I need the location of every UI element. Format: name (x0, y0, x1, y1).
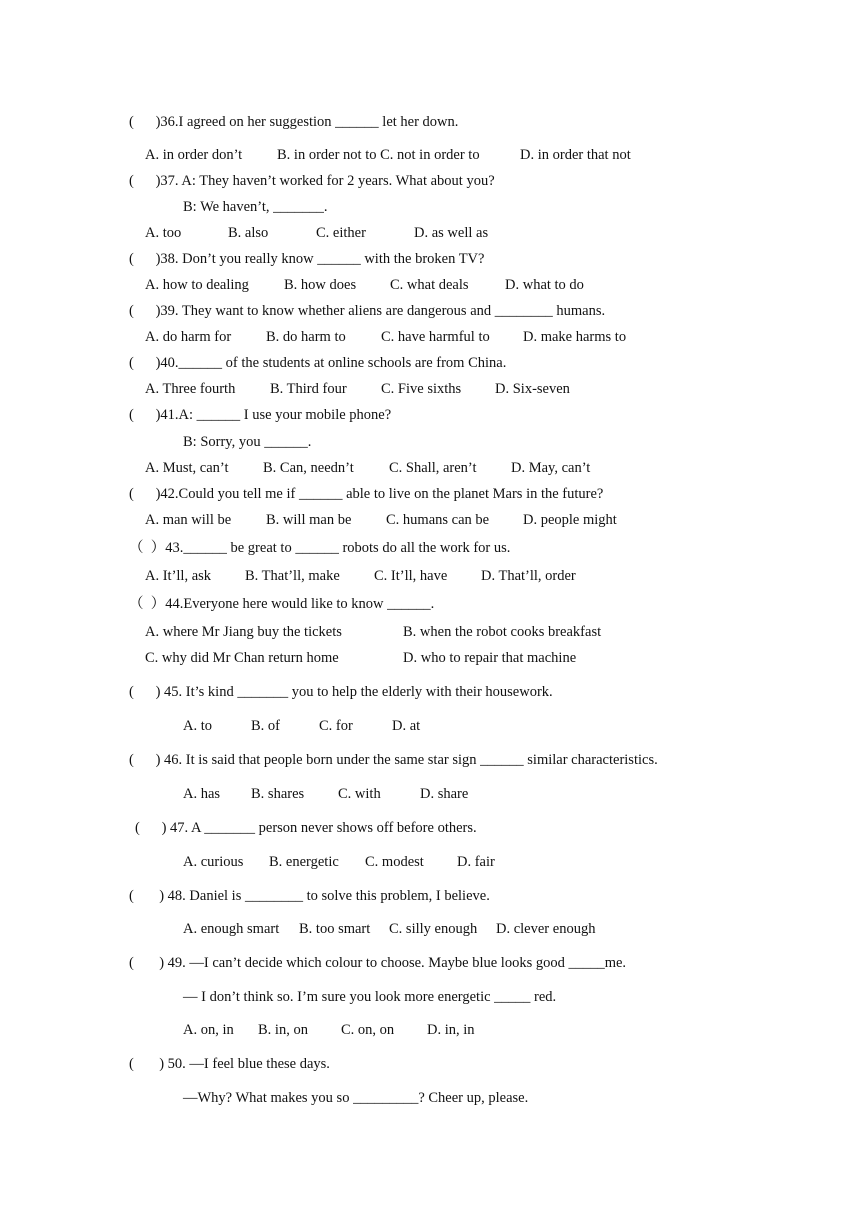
question-stem: ( ) 50. —I feel blue these days. (129, 1056, 330, 1072)
option-a-36: A. in order don’t (145, 147, 243, 163)
option-b-39: B. do harm to (266, 329, 346, 345)
option-b-43: B. That’ll, make (245, 568, 340, 584)
option-a-46: A. has (183, 786, 221, 802)
option-a-48: A. enough smart (183, 921, 280, 937)
option-b-47: B. energetic (269, 854, 339, 870)
option-d-47: D. fair (457, 854, 495, 870)
question-stem: ( ) 49. —I can’t decide which colour to choose. Maybe blue looks good _____me. (129, 955, 627, 971)
option-d-38: D. what to do (505, 277, 584, 293)
option-b-42: B. will man be (266, 512, 352, 528)
option-d-46: D. share (420, 786, 469, 802)
option-c-42: C. humans can be (386, 512, 490, 528)
option-d-41: D. May, can’t (511, 460, 591, 476)
question-stem: ( )36.I agreed on her suggestion ______ let her down. (129, 114, 459, 130)
option-b-36: B. in order not to C. not in order to (277, 147, 480, 163)
option-d-42: D. people might (523, 512, 617, 528)
question-stem: ( )41.A: ______ I use your mobile phone? (129, 407, 392, 423)
option-b-44: B. when the robot cooks breakfast (403, 624, 602, 640)
option-a-42: A. man will be (145, 512, 232, 528)
question-stem: ( ) 46. It is said that people born under the same star sign ______ similar characteristics. (129, 752, 658, 768)
dialogue-line: B: We haven’t, _______. (183, 199, 328, 215)
question-stem: ( )42.Could you tell me if ______ able to live on the planet Mars in the future? (129, 486, 604, 502)
option-d-37: D. as well as (414, 225, 489, 241)
question-stem: ( )40.______ of the students at online schools are from China. (129, 355, 507, 371)
option-a-40: A. Three fourth (145, 381, 236, 397)
dialogue-line: B: Sorry, you ______. (183, 434, 312, 450)
option-c-43: C. It’ll, have (374, 568, 448, 584)
option-d-39: D. make harms to (523, 329, 627, 345)
option-a-44: A. where Mr Jiang buy the tickets (145, 624, 342, 640)
option-a-49: A. on, in (183, 1022, 234, 1038)
question-stem: ( ) 47. A _______ person never shows off before others. (135, 820, 477, 836)
option-a-44: C. why did Mr Chan return home (145, 650, 339, 666)
option-d-45: D. at (392, 718, 421, 734)
dialogue-line: — I don’t think so. I’m sure you look more energetic _____ red. (183, 989, 557, 1005)
option-a-37: A. too (145, 225, 182, 241)
option-c-36: D. in order that not (520, 147, 631, 163)
option-d-49: D. in, in (427, 1022, 475, 1038)
question-stem: ( )37. A: They haven’t worked for 2 years. What about you? (129, 173, 495, 189)
option-b-46: B. shares (251, 786, 305, 802)
option-d-43: D. That’ll, order (481, 568, 576, 584)
question-stem: ( ) 45. It’s kind _______ you to help the elderly with their housework. (129, 684, 553, 700)
option-c-46: C. with (338, 786, 381, 802)
option-c-48: C. silly enough (389, 921, 478, 937)
question-stem: （ ）44.Everyone here would like to know ______. (129, 596, 435, 612)
option-c-39: C. have harmful to (381, 329, 490, 345)
question-stem: ( )38. Don’t you really know ______ with the broken TV? (129, 251, 485, 267)
option-c-45: C. for (319, 718, 353, 734)
option-a-47: A. curious (183, 854, 244, 870)
question-stem: ( )39. They want to know whether aliens are dangerous and ________ humans. (129, 303, 606, 319)
option-b-40: B. Third four (270, 381, 347, 397)
option-b-45: B. of (251, 718, 280, 734)
option-a-38: A. how to dealing (145, 277, 249, 293)
option-d-48: D. clever enough (496, 921, 596, 937)
option-a-45: A. to (183, 718, 212, 734)
option-c-38: C. what deals (390, 277, 469, 293)
option-d-40: D. Six-seven (495, 381, 570, 397)
option-b-37: B. also (228, 225, 269, 241)
option-b-41: B. Can, needn’t (263, 460, 354, 476)
option-b-48: B. too smart (299, 921, 371, 937)
option-c-49: C. on, on (341, 1022, 395, 1038)
option-a-39: A. do harm for (145, 329, 232, 345)
option-c-47: C. modest (365, 854, 424, 870)
dialogue-line: —Why? What makes you so _________? Cheer up, please. (183, 1090, 529, 1106)
option-a-41: A. Must, can’t (145, 460, 229, 476)
question-stem: ( ) 48. Daniel is ________ to solve this problem, I believe. (129, 888, 490, 904)
option-c-37: C. either (316, 225, 366, 241)
option-a-43: A. It’ll, ask (145, 568, 212, 584)
question-stem: （ ）43.______ be great to ______ robots do all the work for us. (129, 540, 511, 556)
option-c-40: C. Five sixths (381, 381, 462, 397)
option-c-41: C. Shall, aren’t (389, 460, 477, 476)
option-b-38: B. how does (284, 277, 357, 293)
option-b-49: B. in, on (258, 1022, 308, 1038)
option-b-44: D. who to repair that machine (403, 650, 577, 666)
